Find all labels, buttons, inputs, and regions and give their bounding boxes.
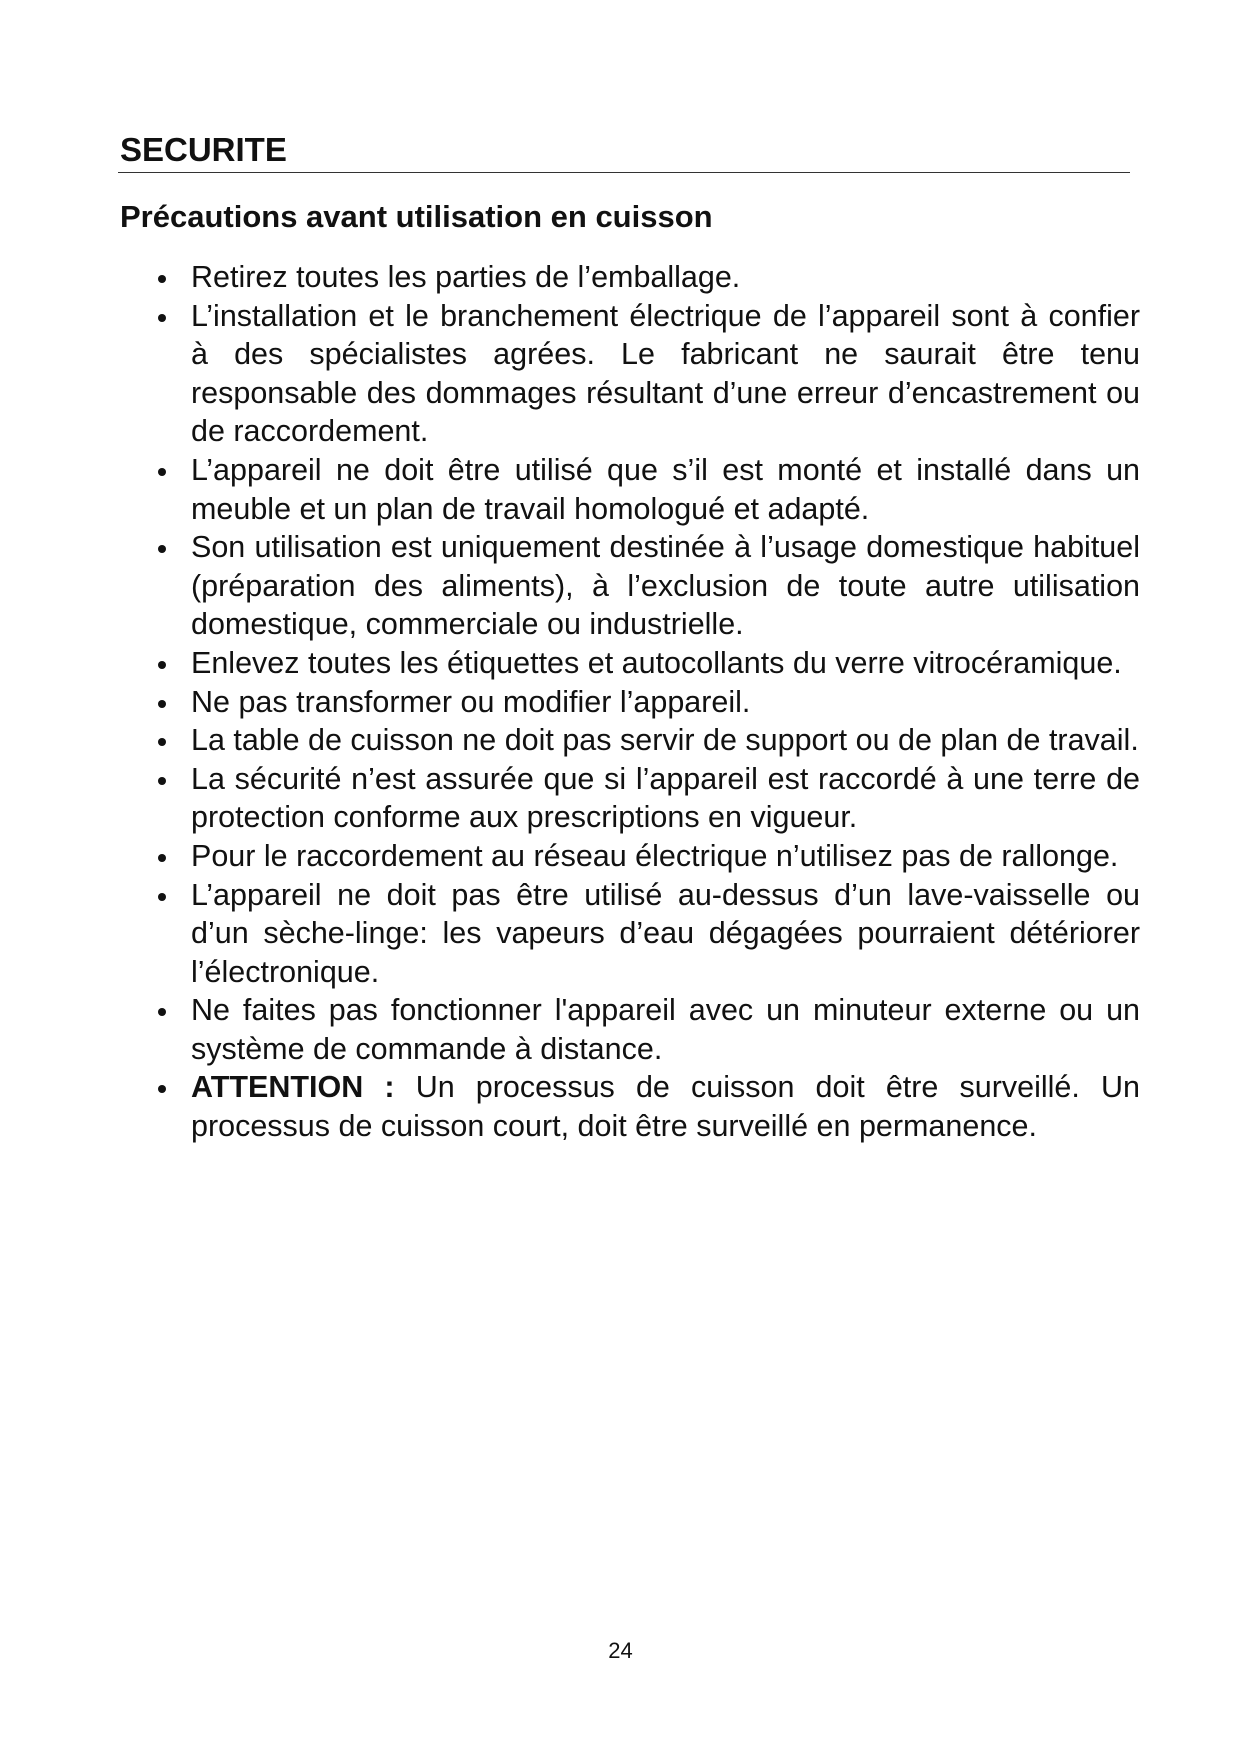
list-item: [150, 683, 1140, 722]
list-item: [150, 721, 1140, 760]
list-item-body: L’installation et le branchement électrique de l’appareil sont à confier à des spécialistes agrées. Le fabricant ne saurait être tenu responsable des dommages résultant d’une erreur d’encastrement ou de raccordement.: [191, 298, 1140, 449]
warning-label: ATTENTION :: [191, 1070, 395, 1105]
list-item-body: La table de cuisson ne doit pas servir de support ou de plan de travail.: [191, 723, 1139, 758]
list-item-body: Son utilisation est uniquement destinée à l’usage domestique habituel (préparation des aliments), à l’exclusion de toute autre utilisation domestique, commerciale ou industrielle.: [191, 530, 1140, 642]
list-item-text: [191, 723, 1139, 757]
list-item: [150, 837, 1140, 876]
list-item-text: [191, 878, 1140, 989]
list-item-body: Ne pas transformer ou modifier l’appareil.: [191, 684, 751, 719]
list-item: [150, 297, 1140, 451]
list-item-body: Un processus de cuisson doit être surveillé. Un processus de cuisson court, doit être surveillé en permanence.: [191, 1070, 1140, 1144]
bullet-dot-icon: [158, 738, 166, 746]
list-item-body: L’appareil ne doit être utilisé que s’il est monté et installé dans un meuble et un plan de travail homologué et adapté.: [191, 452, 1140, 526]
list-item-body: L’appareil ne doit pas être utilisé au-dessus d’un lave-vaisselle ou d’un sèche-linge: les vapeurs d’eau dégagées pourraient détériorer l’électronique.: [191, 877, 1140, 989]
list-item-text: [191, 762, 1140, 835]
precautions-list: [150, 258, 1140, 1146]
list-item-body: Enlevez toutes les étiquettes et autocollants du verre vitrocéramique.: [191, 645, 1122, 680]
list-item: [150, 644, 1140, 683]
list-item: [150, 1068, 1140, 1145]
list-item-body: La sécurité n’est assurée que si l’appareil est raccordé à une terre de protection conforme aux prescriptions en vigueur.: [191, 761, 1140, 835]
bullet-dot-icon: [158, 1085, 166, 1093]
bullet-dot-icon: [158, 314, 166, 322]
list-item-body: Ne faites pas fonctionner l'appareil avec un minuteur externe ou un système de commande à distance.: [191, 993, 1140, 1066]
bullet-dot-icon: [158, 893, 166, 901]
list-item-text: [191, 646, 1122, 680]
bullet-dot-icon: [158, 777, 166, 785]
bullet-dot-icon: [158, 468, 166, 476]
list-item: [150, 760, 1140, 837]
bullet-dot-icon: [158, 275, 166, 283]
list-item-text: [191, 685, 750, 719]
subsection-title: Précautions avant utilisation en cuisson: [120, 199, 713, 234]
bullet-dot-icon: [158, 854, 166, 862]
bullet-dot-icon: [158, 1008, 166, 1016]
section-title: SECURITE: [120, 131, 287, 168]
section-divider: [118, 172, 1130, 173]
list-item-text: [191, 1070, 1140, 1143]
list-item-text: [191, 260, 740, 294]
list-item: [150, 991, 1140, 1068]
list-item-body: Retirez toutes les parties de l’emballage.: [191, 260, 741, 294]
list-item-text: [191, 530, 1140, 641]
list-item: [150, 876, 1140, 992]
bullet-dot-icon: [158, 545, 166, 553]
list-item: [150, 451, 1140, 528]
list-item-text: [191, 453, 1140, 526]
list-item: [150, 528, 1140, 644]
list-item: [150, 258, 1140, 297]
bullet-dot-icon: [158, 661, 166, 669]
bullet-dot-icon: [158, 700, 166, 708]
list-item-text: [191, 299, 1140, 449]
page-number: 24: [608, 1638, 633, 1663]
list-item-text: [191, 993, 1140, 1066]
list-item-body: Pour le raccordement au réseau électrique n’utilisez pas de rallonge.: [191, 838, 1119, 873]
list-item-text: [191, 839, 1118, 873]
